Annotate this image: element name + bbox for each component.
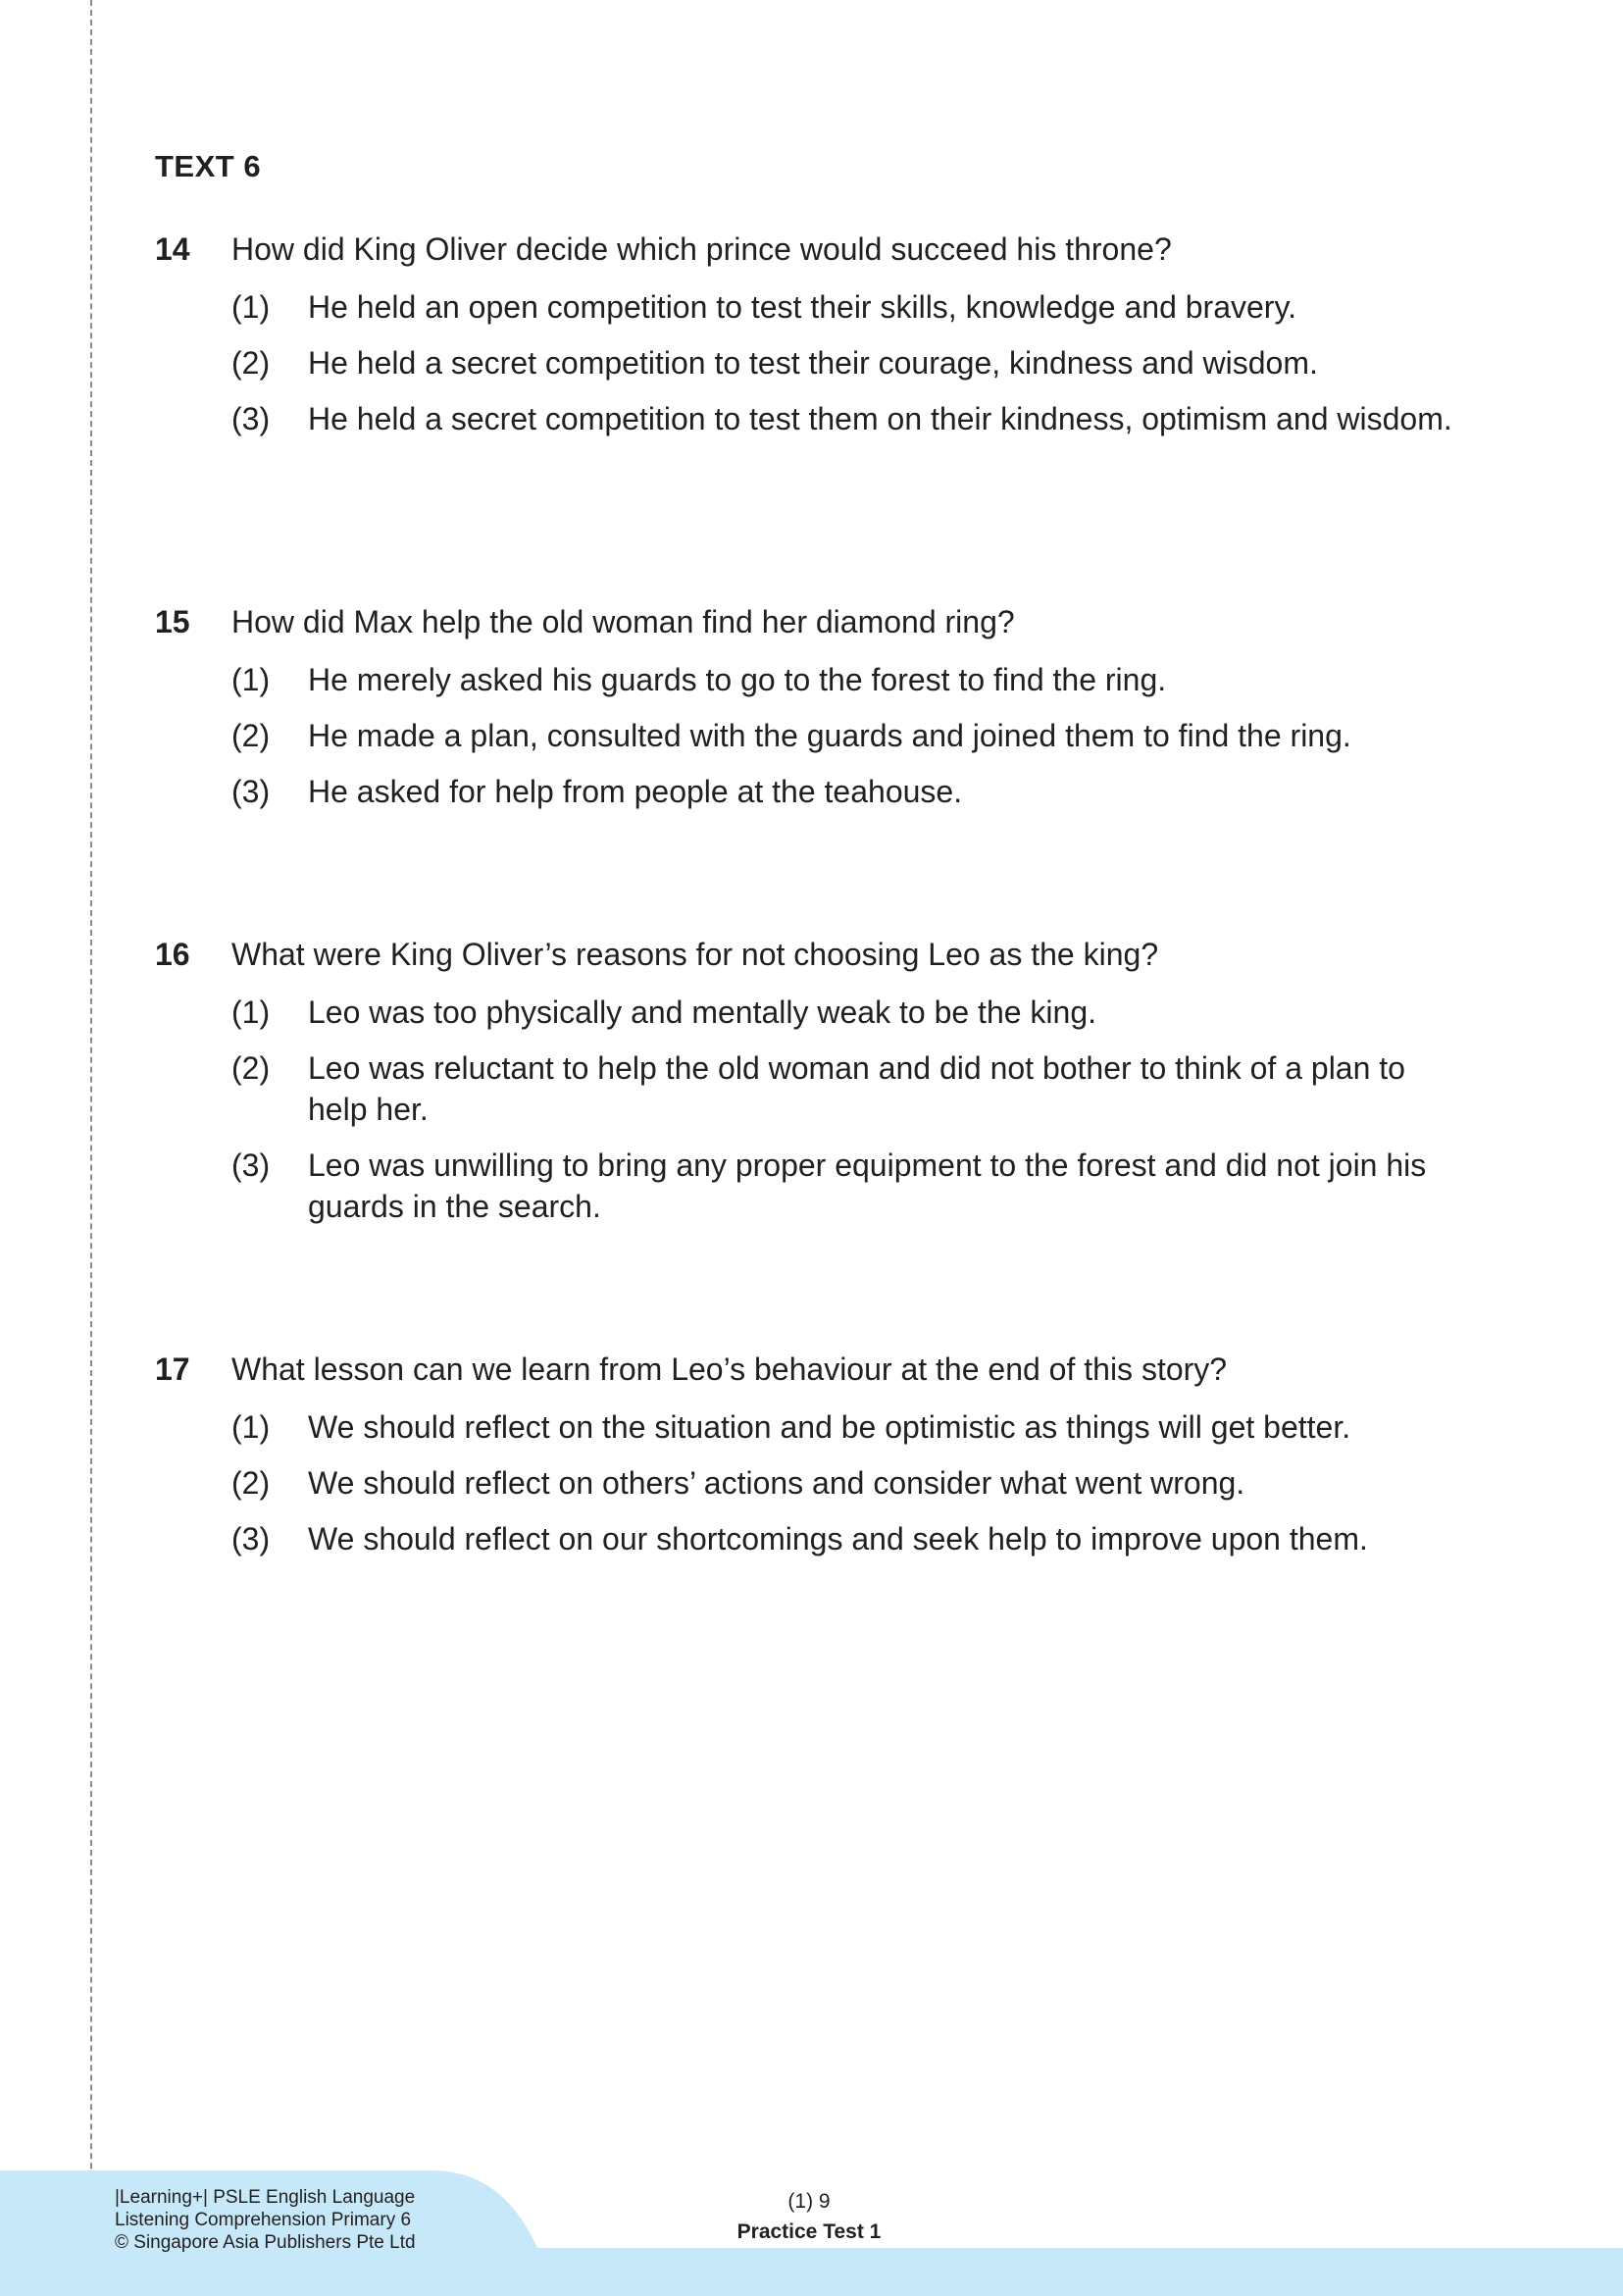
option-text: Leo was too physically and mentally weak to be the king.	[308, 995, 1097, 1030]
question-text: How did Max help the old woman find her diamond ring?	[231, 604, 1015, 639]
question-number: 15	[155, 604, 190, 639]
question-number: 17	[155, 1352, 190, 1387]
question-number: 16	[155, 937, 190, 972]
option-text: Leo was reluctant to help the old woman and did not bother to think of a plan to help her.	[308, 1050, 1405, 1127]
question-text: How did King Oliver decide which prince would succeed his throne?	[231, 231, 1172, 267]
option-text: We should reflect on the situation and be optimistic as things will get better.	[308, 1409, 1351, 1445]
option-2	[155, 342, 1469, 383]
option-text: We should reflect on others’ actions and consider what went wrong.	[308, 1465, 1245, 1501]
question-15	[155, 602, 1469, 827]
option-label: (3)	[231, 1521, 271, 1556]
option-label: (1)	[231, 289, 271, 325]
option-text: He asked for help from people at the teahouse.	[308, 774, 963, 809]
option-label: (2)	[231, 718, 271, 753]
option-label: (3)	[231, 401, 271, 436]
option-3	[155, 398, 1469, 439]
option-1	[155, 1406, 1469, 1448]
option-label: (1)	[231, 662, 271, 697]
cut-line	[90, 0, 92, 2296]
book-title: Listening Comprehension Primary 6	[115, 2210, 412, 2230]
option-2	[155, 1462, 1469, 1504]
publication-info	[115, 2186, 416, 2254]
question-text: What were King Oliver’s reasons for not choosing Leo as the king?	[231, 937, 1159, 972]
option-text: He held a secret competition to test their courage, kindness and wisdom.	[308, 345, 1318, 381]
option-text: He made a plan, consulted with the guards and joined them to find the ring.	[308, 718, 1351, 753]
option-text: He held a secret competition to test them on their kindness, optimism and wisdom.	[308, 401, 1452, 436]
series-title: |Learning+| PSLE English Language	[115, 2187, 416, 2208]
option-3	[155, 1518, 1469, 1559]
option-text: He merely asked his guards to go to the forest to find the ring.	[308, 662, 1167, 697]
option-label: (3)	[231, 774, 271, 809]
copyright-line: © Singapore Asia Publishers Pte Ltd	[115, 2232, 416, 2253]
option-1	[155, 992, 1469, 1033]
question-17	[155, 1350, 1469, 1574]
option-label: (3)	[231, 1148, 271, 1183]
page-footer	[0, 2170, 1623, 2296]
test-name: Practice Test 1	[736, 2220, 882, 2243]
option-text: We should reflect on our shortcomings and seek help to improve upon them.	[308, 1521, 1368, 1556]
section-title: TEXT 6	[155, 149, 262, 183]
option-3	[155, 1145, 1469, 1227]
page-label	[686, 2186, 932, 2247]
option-text: He held an open competition to test their skills, knowledge and bravery.	[308, 289, 1296, 325]
option-label: (2)	[231, 1050, 271, 1086]
question-number: 14	[155, 231, 190, 267]
option-label: (2)	[231, 1465, 271, 1501]
option-1	[155, 286, 1469, 328]
option-label: (1)	[231, 1409, 271, 1445]
option-2	[155, 715, 1469, 756]
option-label: (1)	[231, 995, 271, 1030]
page-number: (1) 9	[787, 2190, 831, 2213]
option-text: Leo was unwilling to bring any proper equipment to the forest and did not join his guards in the search.	[308, 1148, 1427, 1224]
option-label: (2)	[231, 345, 271, 381]
question-16	[155, 935, 1469, 1242]
question-text: What lesson can we learn from Leo’s behaviour at the end of this story?	[231, 1352, 1228, 1387]
question-14	[155, 230, 1469, 454]
option-3	[155, 771, 1469, 812]
option-2	[155, 1047, 1469, 1130]
option-1	[155, 659, 1469, 700]
